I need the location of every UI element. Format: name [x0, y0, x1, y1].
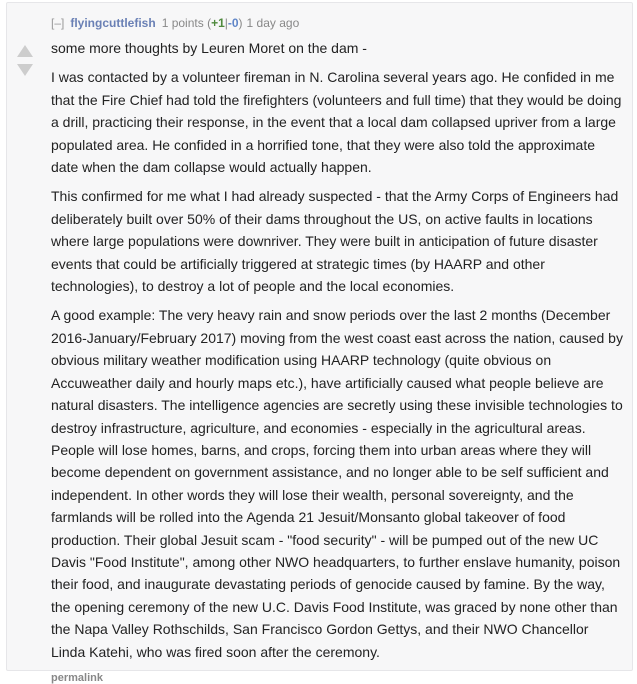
- vote-breakdown: [207, 16, 242, 30]
- comment-entry: [51, 3, 624, 684]
- comment-paragraph: I was contacted by a volunteer fireman in N. Carolina several years ago. He confided in me that the Fire Chief had told the firefighters (volunteers and full time) that they would be doing a drill, practicing their response, in the event that a local dam collapsed upriver from a large populated area. He confided in a horrified tone, that they were also told the approximate date when the dam collapse would actually happen.: [51, 69, 622, 176]
- upvote-arrow-icon[interactable]: [17, 45, 33, 57]
- vote-controls: [15, 45, 35, 76]
- comment-body: [51, 37, 624, 663]
- vote-open-paren: (: [207, 16, 212, 30]
- comment-paragraph: This confirmed for me what I had already suspected - that the Army Corps of Engineers had deliberately built over 50% of their dams throughout the US, on active faults in locations where large populations were downriver. They were built in anticipation of future disaster events that could be artificially triggered at strategic times (by HAARP and other technologies), to destroy a lot of people and the local economies.: [51, 188, 619, 295]
- downvote-count: -0: [227, 16, 239, 30]
- upvote-count: +1: [211, 16, 225, 30]
- author-link[interactable]: flyingcuttlefish: [70, 16, 156, 30]
- timestamp: 1 day ago: [246, 16, 300, 30]
- comment-actions: [51, 672, 624, 684]
- comment-tagline: [51, 15, 624, 31]
- permalink-button[interactable]: permalink: [51, 671, 103, 684]
- vote-separator: |: [224, 16, 228, 30]
- score: 1 points: [161, 16, 204, 30]
- comment-paragraph: A good example: The very heavy rain and snow periods over the last 2 months (December 2016-January/February 2017) moving from the west coast east across the nation, caused by obvious military weather modification using HAARP technology (quite obvious on Accuweather daily and hourly maps etc.), have artificially caused what people believe are natural disasters. The intelligence agencies are secretly using these invisible technologies to destroy infrastructure, agriculture, and economies - especially in the agricultural areas. People will lose homes, barns, and crops, forcing them into urban areas where they will become dependent on government assistance, and no longer able to be self sufficient and independent. In other words they will lose their wealth, personal sovereignty, and the farmlands will be rolled into the Agenda 21 Jesuit/Monsanto global takeover of food production. Their global Jesuit scam - "food security" - will be pumped out of the new UC Davis "Food Institute", among other NWO headquarters, to further enslave humanity, poison their food, and inaugurate devastating periods of genocide caused by famine. By the way, the opening ceremony of the new U.C. Davis Food Institute, was graced by none other than the Napa Valley Rothschilds, San Francisco Gordon Gettys, and their NWO Chancellor Linda Katehi, who was fired soon after the ceremony.: [51, 307, 623, 660]
- collapse-toggle[interactable]: [–]: [51, 16, 65, 30]
- vote-close-paren: ): [238, 16, 243, 30]
- comment-paragraph: some more thoughts by Leuren Moret on the dam -: [51, 40, 367, 56]
- comment-container: [6, 2, 633, 684]
- downvote-arrow-icon[interactable]: [17, 64, 33, 76]
